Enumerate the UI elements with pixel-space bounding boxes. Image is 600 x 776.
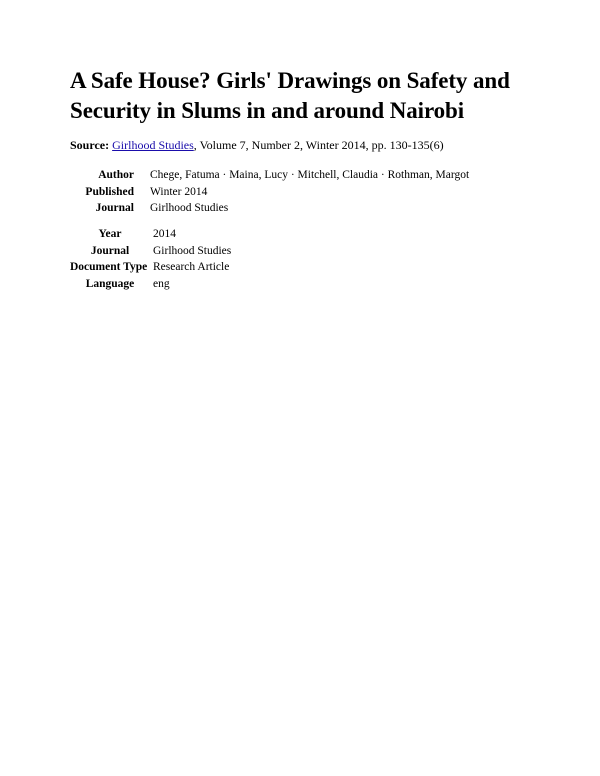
meta-key: Language [85, 277, 135, 290]
meta-row-journal [70, 243, 231, 260]
meta-row-year [70, 226, 231, 243]
title-line-1: A Safe House? Girls' Drawings on Safety and [70, 68, 510, 93]
meta-value: eng [153, 277, 170, 290]
document-title [70, 66, 570, 126]
meta-row-language [70, 276, 231, 293]
meta-value: Girlhood Studies [153, 244, 232, 257]
meta-key: Journal [95, 202, 134, 214]
meta-key: Author [98, 169, 134, 181]
meta-row-document-type [70, 259, 231, 276]
meta-row-journal [70, 200, 469, 217]
meta-key: Published [85, 185, 134, 198]
meta-key: Document Type [70, 261, 148, 273]
meta-value: Research Article [153, 261, 230, 273]
metadata-table-secondary [70, 226, 231, 292]
meta-value: Winter 2014 [150, 185, 208, 198]
source-details: , Volume 7, Number 2, Winter 2014, pp. 130-135(6) [193, 138, 444, 152]
journal-link[interactable]: Girlhood Studies [112, 138, 194, 152]
source-label: Source: [70, 138, 110, 152]
source-line [70, 138, 444, 152]
meta-value: 2014 [153, 228, 176, 240]
title-line-2: Security in Slums in and around Nairobi [70, 98, 465, 123]
metadata-table-primary [70, 167, 469, 217]
meta-value: Girlhood Studies [150, 202, 229, 214]
meta-row-author [70, 167, 469, 184]
meta-value: Chege, Fatuma · Maina, Lucy · Mitchell, Claudia · Rothman, Margot [150, 169, 470, 181]
meta-key: Journal [90, 244, 130, 257]
meta-key: Year [98, 228, 122, 240]
meta-row-published [70, 184, 469, 201]
